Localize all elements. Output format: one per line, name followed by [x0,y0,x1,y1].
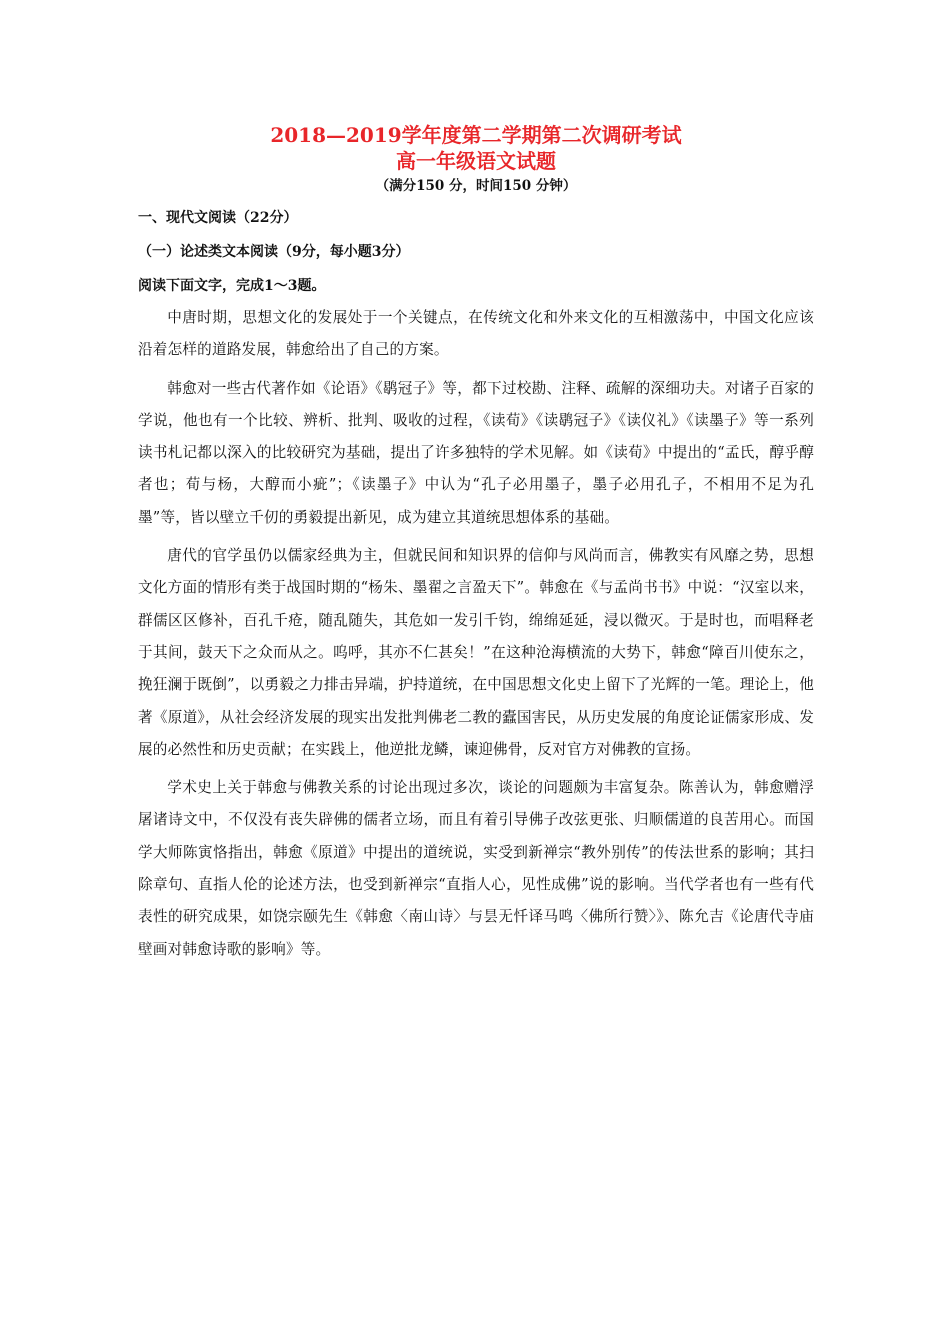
paragraph-1: 中唐时期，思想文化的发展处于一个关键点，在传统文化和外来文化的互相激荡中，中国文化应该沿着怎样的道路发展，韩愈给出了自己的方案。 [138,309,814,359]
paragraph-4: 学术史上关于韩愈与佛教关系的讨论出现过多次，谈论的问题颇为丰富复杂。陈善认为，韩愈赠浮屠诸诗文中，不仅没有丧失辟佛的儒者立场，而且有着引导佛子改弦更张、归顺儒道的良苦用心。而国学大师陈寅恪指出，韩愈《原道》中提出的道统说，实受到新禅宗“教外别传”的传法世系的影响；其扫除章句、直指人伦的论述方法，也受到新禅宗“直指人心，见性成佛”说的影响。当代学者也有一些有代表性的研究成果，如饶宗颐先生《韩愈〈南山诗〉与昙无忏译马鸣〈佛所行赞〉》、陈允吉《论唐代寺庙壁画对韩愈诗歌的影响》等。 [138,779,814,958]
exam-subtitle: （满分150 分，时间150 分钟） [375,178,577,194]
exam-title-line2: 高一年级语文试题 [396,149,556,173]
subsection-heading: （一）论述类文本阅读（9分，每小题3分） [138,244,410,260]
exam-title-line1: 2018—2019学年度第二学期第二次调研考试 [270,123,682,147]
exam-page [138,122,814,966]
reading-instruction: 阅读下面文字，完成1～3题。 [138,278,326,294]
section-heading: 一、现代文阅读（22分） [138,210,298,226]
paragraph-2: 韩愈对一些古代著作如《论语》《鹖冠子》等，都下过校勘、注释、疏解的深细功夫。对诸子百家的学说，他也有一个比较、辨析、批判、吸收的过程，《读荀》《读鹖冠子》《读仪礼》《读墨子》等一系列读书札记都以深入的比较研究为基础，提出了许多独特的学术见解。如《读荀》中提出的“孟氏，醇乎醇者也；荀与杨，大醇而小疵”；《读墨子》中认为“孔子必用墨子，墨子必用孔子，不相用不足为孔墨”等，皆以壁立千仞的勇毅提出新见，成为建立其道统思想体系的基础。 [138,379,814,526]
paragraph-3: 唐代的官学虽仍以儒家经典为主，但就民间和知识界的信仰与风尚而言，佛教实有风靡之势，思想文化方面的情形有类于战国时期的“杨朱、墨翟之言盈天下”。韩愈在《与孟尚书书》中说：“汉室以来，群儒区区修补，百孔千疮，随乱随失，其危如一发引千钧，绵绵延延，浸以微灭。于是时也，而唱释老于其间，鼓天下之众而从之。呜呼，其亦不仁甚矣！”在这种沧海横流的大势下，韩愈“障百川使东之，挽狂澜于既倒”，以勇毅之力排击异端，护持道统，在中国思想文化史上留下了光辉的一笔。理论上，他著《原道》，从社会经济发展的现实出发批判佛老二教的蠹国害民，从历史发展的角度论证儒家形成、发展的必然性和历史贡献；在实践上，他逆批龙鳞，谏迎佛骨，反对官方对佛教的宣扬。 [138,547,814,758]
